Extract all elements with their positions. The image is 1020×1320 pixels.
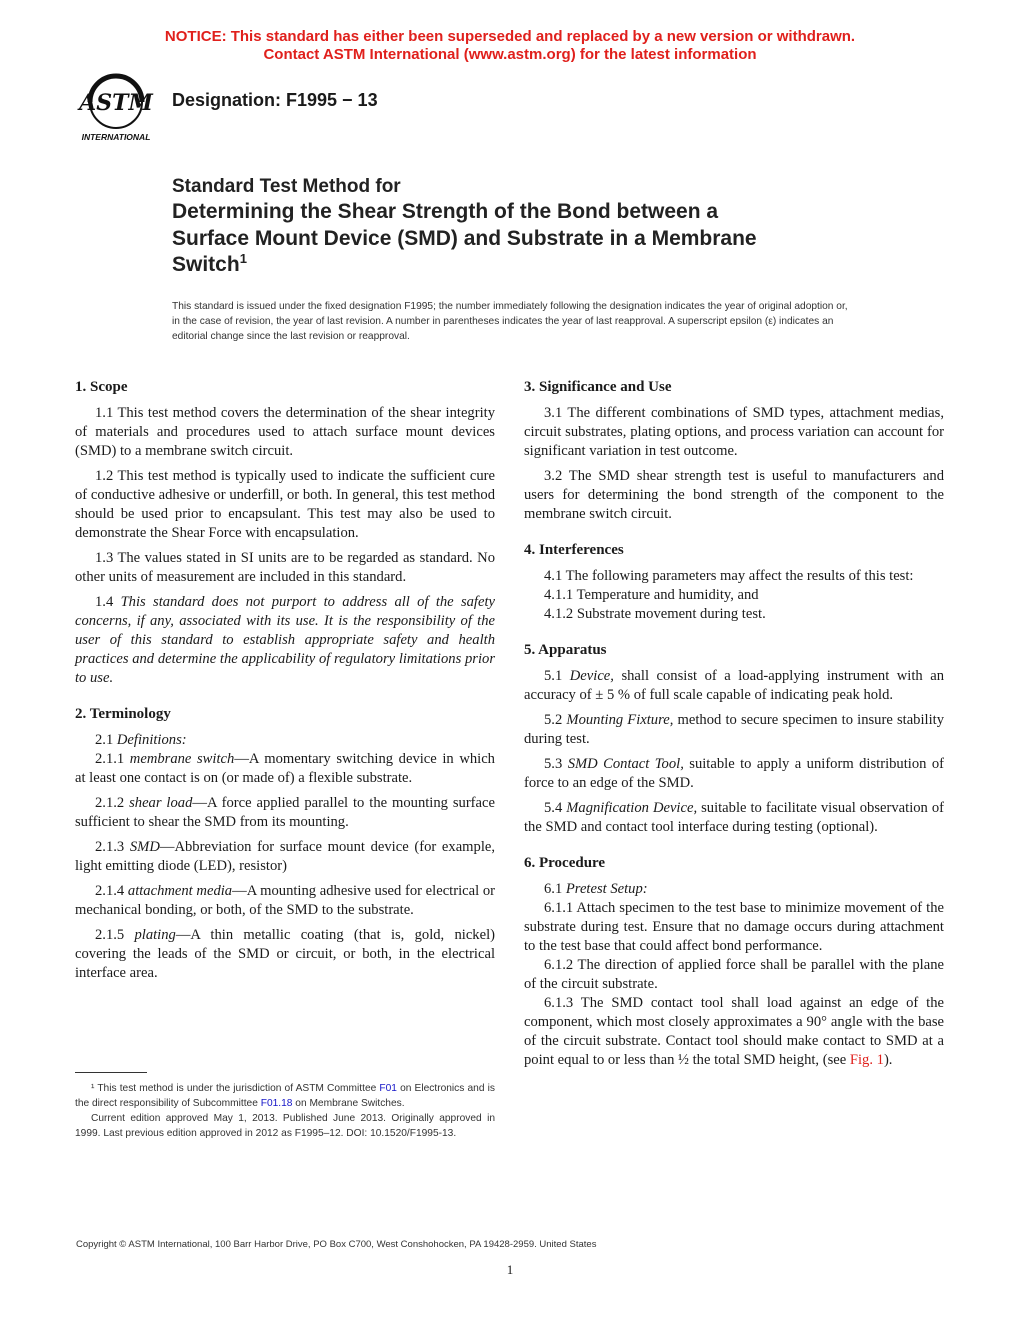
- para-4-1: 4.1 The following parameters may affect the results of this test:: [544, 568, 914, 584]
- para-5-2-num: 5.2: [544, 712, 567, 728]
- significance-heading: 3. Significance and Use: [524, 379, 672, 395]
- issued-note: This standard is issued under the fixed designation F1995; the number immediately following the designation indicates the year of original adoption or, in the case of revision, the year of last revision. A number in parentheses indicates the year of last reapproval. A superscript epsilon (ε) indicates an editorial change since the last revision or reapproval.: [172, 301, 848, 342]
- para-2-1: [75, 731, 495, 750]
- title-line-1: Determining the Shear Strength of the Bond between a: [172, 200, 719, 223]
- para-2-1-2-text: —A force applied parallel to the mounting surface sufficient to shear the SMD from its mounting.: [75, 795, 495, 830]
- term-shear-load: shear load: [129, 795, 193, 811]
- left-column: [75, 378, 495, 989]
- para-5-2: [524, 711, 944, 749]
- term-smd: SMD: [129, 839, 160, 855]
- para-2-1-4: [75, 882, 495, 920]
- title-line-3: Switch: [172, 253, 240, 276]
- para-6-1: [524, 880, 944, 899]
- term-smd-contact-tool: SMD Contact Tool,: [567, 756, 684, 772]
- para-2-1-2: [75, 794, 495, 832]
- apparatus-heading: 5. Apparatus: [524, 642, 607, 658]
- para-1-2: 1.2 This test method is typically used to indicate the sufficient cure of conductive adhesive or underfill, or both. In general, this test method should be used prior to encapsulant. This test may also be used to demonstrate the Shear Force with encapsulation.: [75, 468, 495, 541]
- term-device: Device,: [569, 668, 614, 684]
- term-plating: plating: [134, 927, 176, 943]
- footnote: [75, 1081, 495, 1141]
- para-1-1: 1.1 This test method covers the determination of the shear integrity of materials and procedures used to attach surface mount devices (SMD) to a membrane switch circuit.: [75, 405, 495, 459]
- para-2-1-2-num: 2.1.2: [95, 795, 130, 811]
- interferences-heading: 4. Interferences: [524, 542, 624, 558]
- para-1-3: 1.3 The values stated in SI units are to be regarded as standard. No other units of measurement are included in this standard.: [75, 550, 495, 585]
- para-2-1-1: [75, 750, 495, 788]
- para-2-1-5-num: 2.1.5: [95, 927, 135, 943]
- supersession-notice: [0, 28, 1020, 64]
- para-3-1: 3.1 The different combinations of SMD types, attachment medias, circuit substrates, plating options, and process variation can account for significant variation in test outcome.: [524, 405, 944, 459]
- right-column: [524, 378, 944, 1076]
- para-4-1-2: 4.1.2 Substrate movement during test.: [544, 606, 766, 622]
- para-5-2-text: method to secure specimen to insure stability during test.: [524, 712, 944, 747]
- para-2-1-3: [75, 838, 495, 876]
- para-2-1-4-num: 2.1.4: [95, 883, 128, 899]
- para-1-4: [75, 593, 495, 688]
- para-2-1-num: 2.1: [95, 732, 117, 748]
- para-6-1-text: Pretest Setup:: [565, 881, 648, 897]
- para-2-1-4-text: —A mounting adhesive used for electrical or mechanical bonding, or both, of the SMD to the substrate.: [75, 883, 495, 918]
- terminology-heading: 2. Terminology: [75, 706, 171, 722]
- page-number: 1: [506, 1262, 514, 1277]
- para-5-3-text: suitable to apply a uniform distribution of force to an edge of the SMD.: [524, 756, 945, 791]
- footnote-divider: [75, 1072, 147, 1073]
- document-title: [172, 175, 892, 279]
- para-5-3: [524, 755, 944, 793]
- notice-line-2: Contact ASTM International (www.astm.org) for the latest information: [263, 46, 757, 63]
- para-2-1-text: Definitions:: [116, 732, 187, 748]
- para-5-1-num: 5.1: [544, 668, 570, 684]
- para-2-1-1-text: —A momentary switching device in which at least one contact is on (or made of) a flexible substrate.: [75, 751, 495, 786]
- copyright: Copyright © ASTM International, 100 Barr Harbor Drive, PO Box C700, West Conshohocken, PA 19428-2959. United States: [76, 1239, 597, 1250]
- title-lead: Standard Test Method for: [172, 176, 401, 197]
- para-5-4-text: suitable to facilitate visual observation of the SMD and contact tool interface during testing (optional).: [524, 800, 944, 835]
- para-5-1-text: shall consist of a load-applying instrument with an accuracy of ± 5 % of full scale capable of indicating peak hold.: [524, 668, 945, 703]
- para-6-1-num: 6.1: [544, 881, 566, 897]
- term-membrane-switch: membrane switch: [129, 751, 235, 767]
- fig-1-link[interactable]: Fig. 1: [849, 1052, 884, 1068]
- footnote-edition: Current edition approved May 1, 2013. Published June 2013. Originally approved in 1999. Last previous edition approved in 2012 as F1995–12. DOI: 10.1520/F1995-13.: [75, 1113, 495, 1139]
- scope-heading: 1. Scope: [75, 379, 128, 395]
- para-5-4-num: 5.4: [544, 800, 567, 816]
- committee-f01-link[interactable]: F01: [379, 1083, 397, 1094]
- designation: Designation: F1995 − 13: [172, 90, 378, 110]
- subcommittee-f01-18-link[interactable]: F01.18: [260, 1098, 293, 1109]
- footnote-1-text-a: ¹ This test method is under the jurisdiction of ASTM Committee: [91, 1083, 380, 1094]
- para-5-1: [524, 667, 944, 705]
- para-5-4: [524, 799, 944, 837]
- para-6-1-2: 6.1.2 The direction of applied force shall be parallel with the plane of the circuit substrate.: [524, 957, 944, 992]
- footnote-1: [75, 1081, 495, 1111]
- para-5-3-num: 5.3: [544, 756, 568, 772]
- title-line-2: Surface Mount Device (SMD) and Substrate in a Membrane: [172, 226, 757, 250]
- para-3-2: 3.2 The SMD shear strength test is useful to manufacturers and users for determining the bond strength of the component to the membrane switch circuit.: [524, 468, 944, 522]
- para-1-4-text: This standard does not purport to address all of the safety concerns, if any, associated with its use. It is the responsibility of the user of this standard to establish appropriate safety and health practices and determine the applicability of regulatory limitations prior to use.: [75, 594, 495, 686]
- term-magnification-device: Magnification Device,: [566, 800, 698, 816]
- term-mounting-fixture: Mounting Fixture,: [566, 712, 674, 728]
- procedure-heading: 6. Procedure: [524, 855, 606, 871]
- para-2-1-5: [75, 926, 495, 983]
- notice-line-1: NOTICE: This standard has either been superseded and replaced by a new version or withdrawn.: [164, 28, 856, 45]
- logo-subtext: INTERNATIONAL: [81, 132, 151, 142]
- footnote-1-text-c: on Membrane Switches.: [292, 1098, 405, 1109]
- para-4-1-1: 4.1.1 Temperature and humidity, and: [544, 587, 759, 603]
- logo-mark-text: ASTM: [79, 90, 153, 116]
- term-attachment-media: attachment media: [127, 883, 233, 899]
- para-6-1-3-end: ).: [883, 1052, 893, 1068]
- para-6-1-3: [524, 994, 944, 1070]
- para-2-1-3-num: 2.1.3: [95, 839, 130, 855]
- para-1-4-num: 1.4: [95, 594, 121, 610]
- para-2-1-1-num: 2.1.1: [95, 751, 130, 767]
- title-footnote-ref: 1: [239, 251, 247, 266]
- footnote-1-text-b: on Electronics and is the direct responsibility of Subcommittee: [75, 1083, 495, 1109]
- para-6-1-1: 6.1.1 Attach specimen to the test base to minimize movement of the substrate during test. Ensure that no damage occurs during attachment to the test base that could affect bond performance.: [524, 900, 944, 954]
- para-6-1-3-text: 6.1.3 The SMD contact tool shall load against an edge of the component, which most closely approximates a 90° angle with the base of the circuit substrate. Contact tool should make contact to SMD at a point equal to or less than ½ the total SMD height, (see: [524, 995, 944, 1068]
- para-2-1-5-text: —A thin metallic coating (that is, gold, nickel) covering the leads of the SMD or circuit, or both, in the electrical interface area.: [75, 927, 495, 981]
- para-2-1-3-text: —Abbreviation for surface mount device (for example, light emitting diode (LED), resistor): [75, 839, 496, 874]
- astm-logo-icon: [76, 72, 162, 144]
